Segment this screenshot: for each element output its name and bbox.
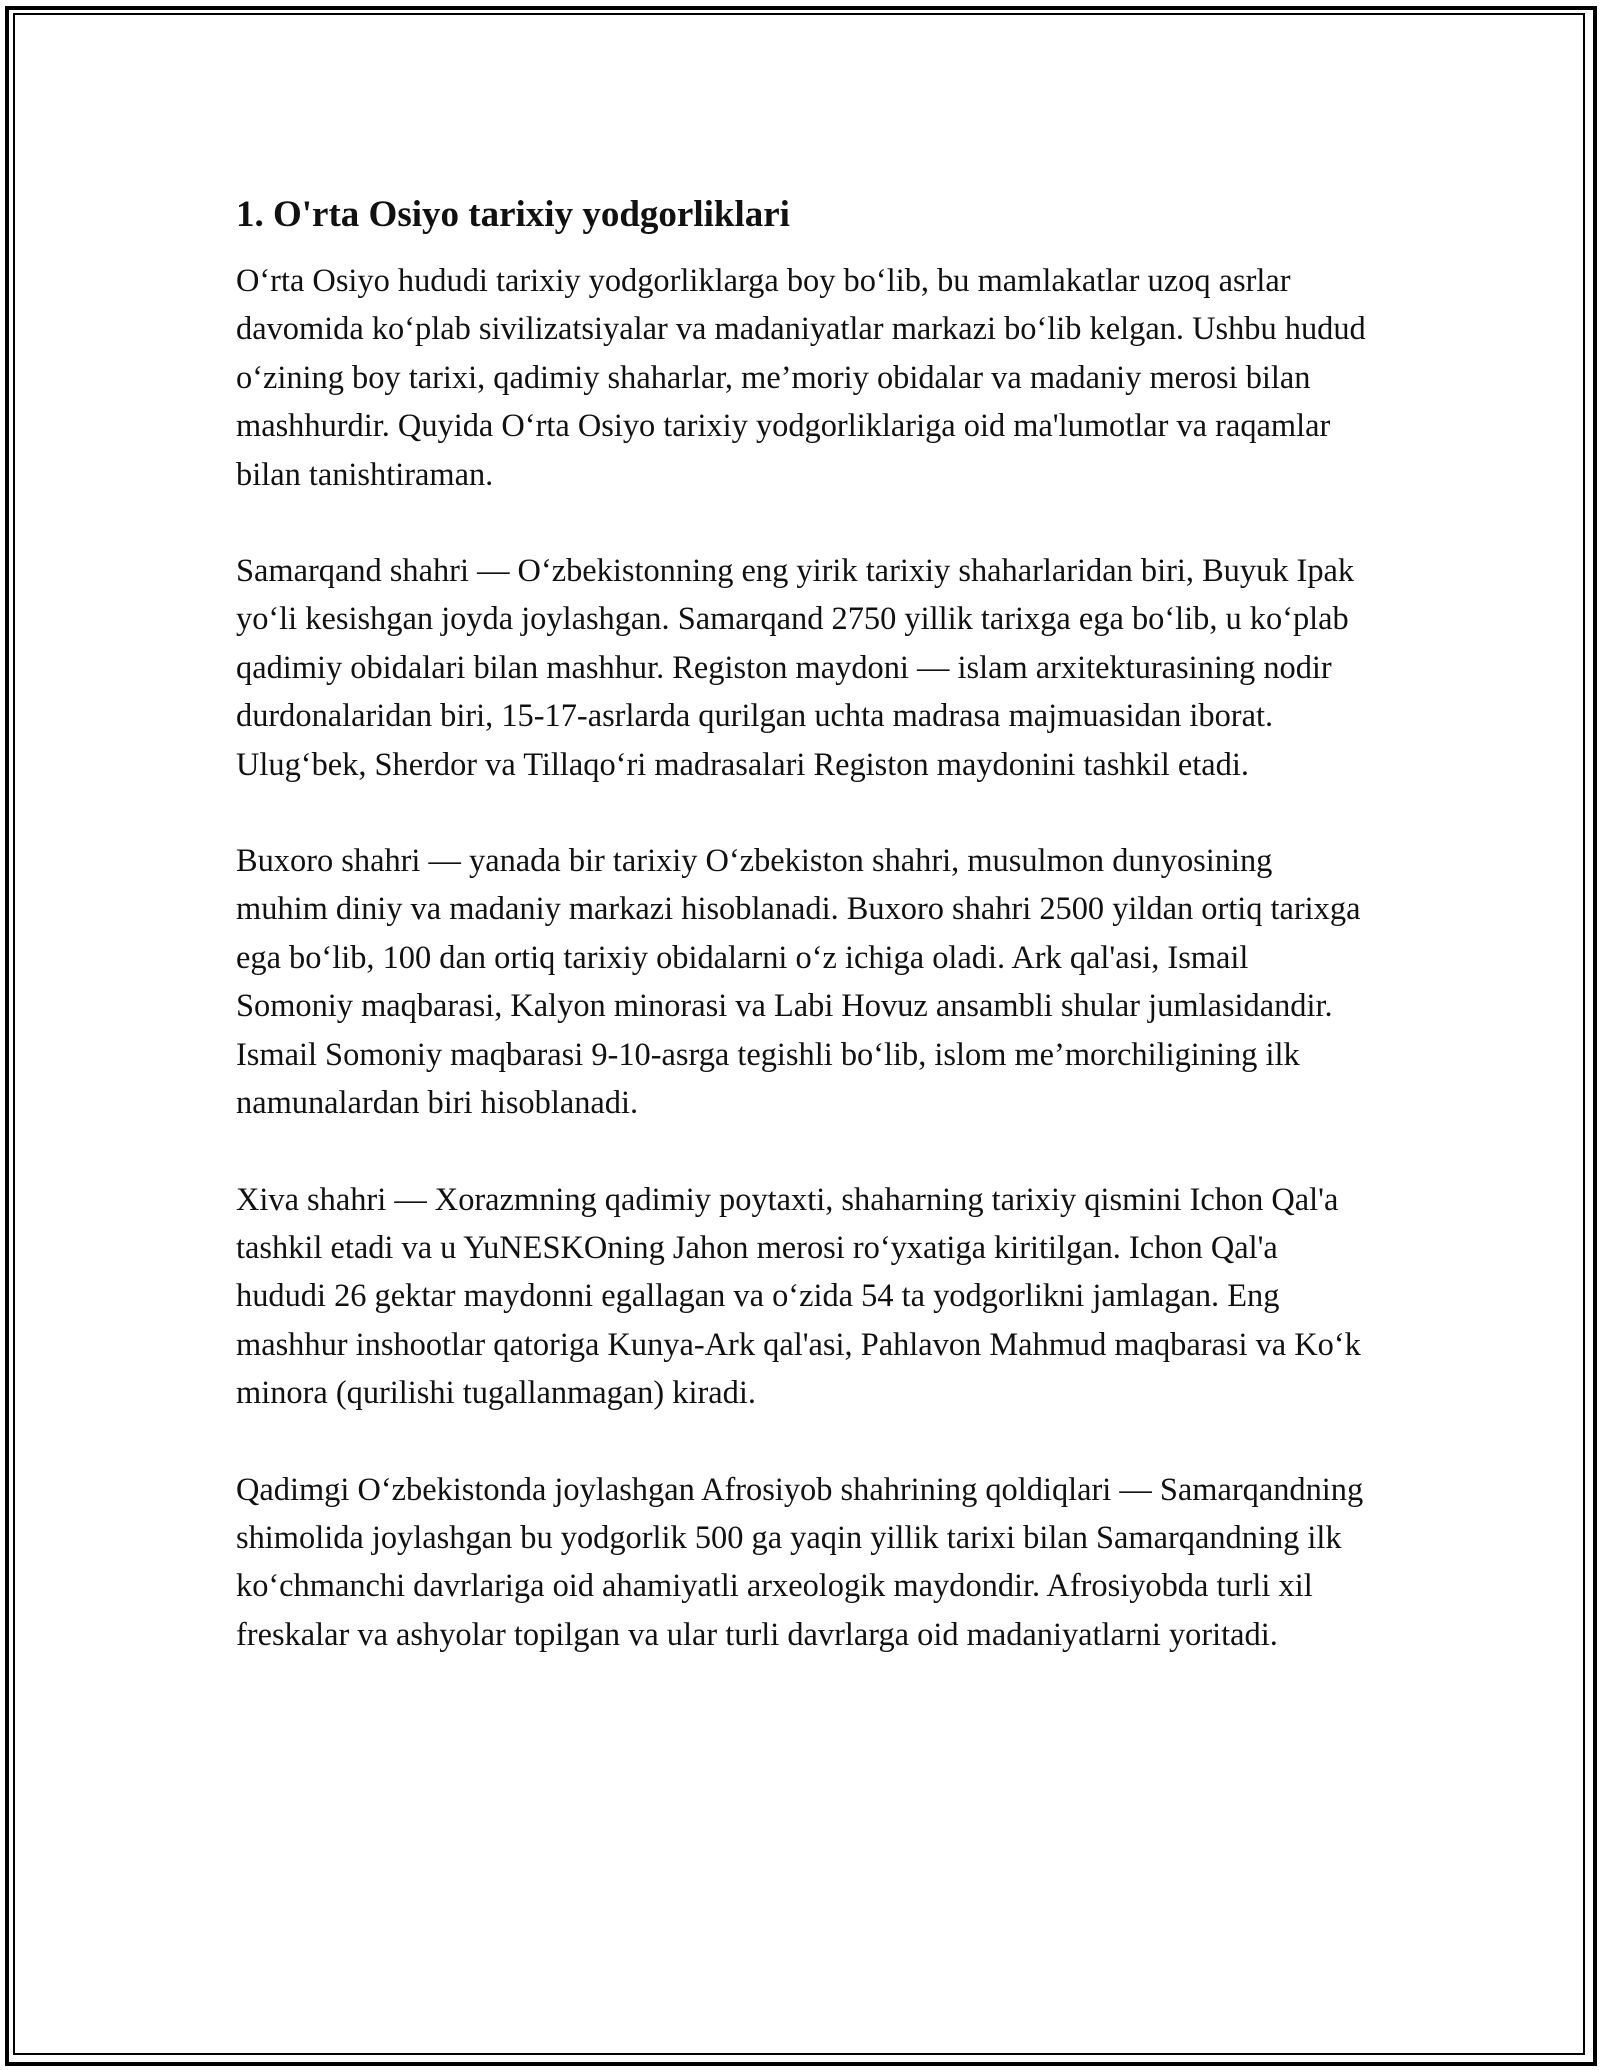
document-body <box>236 188 1366 1659</box>
paragraph-intro: O‘rta Osiyo hududi tarixiy yodgorliklarga boy bo‘lib, bu mamlakatlar uzoq asrlar davomida ko‘plab sivilizatsiyalar va madaniyatlar markazi bo‘lib kelgan. Ushbu hudud o‘zining boy tarixi, qadimiy shaharlar, me’moriy obidalar va madaniy merosi bilan mashhurdir. Quyida O‘rta Osiyo tarixiy yodgorliklariga oid ma'lumotlar va raqamlar bilan tanishtiraman. <box>236 263 1366 493</box>
paragraph-samarqand: Samarqand shahri — O‘zbekistonning eng yirik tarixiy shaharlaridan biri, Buyuk Ipak yo‘li kesishgan joyda joylashgan. Samarqand 2750 yillik tarixga ega bo‘lib, u ko‘plab qadimiy obidalari bilan mashhur. Registon maydoni — islam arxitekturasining nodir durdonalaridan biri, 15-17-asrlarda qurilgan uchta madrasa majmuasidan iborat. Ulug‘bek, Sherdor va Tillaqo‘ri madrasalari Registon maydonini tashkil etadi. <box>236 553 1355 783</box>
paragraph-buxoro: Buxoro shahri — yanada bir tarixiy O‘zbekiston shahri, musulmon dunyosining muhim diniy va madaniy markazi hisoblanadi. Buxoro shahri 2500 yildan ortiq tarixga ega bo‘lib, 100 dan ortiq tarixiy obidalarni o‘z ichiga oladi. Ark qal'asi, Ismail Somoniy maqbarasi, Kalyon minorasi va Labi Hovuz ansambli shular jumlasidandir. Ismail Somoniy maqbarasi 9-10-asrga tegishli bo‘lib, islom me’morchiligining ilk namunalardan biri hisoblanadi. <box>236 843 1361 1122</box>
section-heading: 1. O'rta Osiyo tarixiy yodgorliklari <box>236 194 790 235</box>
paragraph-afrosiyob: Qadimgi O‘zbekistonda joylashgan Afrosiyob shahrining qoldiqlari — Samarqandning shimolida joylashgan bu yodgorlik 500 ga yaqin yillik tarixi bilan Samarqandning ilk ko‘chmanchi davrlariga oid ahamiyatli arxeologik maydondir. Afrosiyobda turli xil freskalar va ashyolar topilgan va ular turli davrlarga oid madaniyatlarni yoritadi. <box>236 1471 1364 1653</box>
paragraph-xiva: Xiva shahri — Xorazmning qadimiy poytaxti, shaharning tarixiy qismini Ichon Qal'a tashkil etadi va u YuNESKOning Jahon merosi ro‘yxatiga kiritilgan. Ichon Qal'a hududi 26 gektar maydonni egallagan va o‘zida 54 ta yodgorlikni jamlagan. Eng mashhur inshootlar qatoriga Kunya-Ark qal'asi, Pahlavon Mahmud maqbarasi va Ko‘k minora (qurilishi tugallanmagan) kiradi. <box>236 1181 1361 1412</box>
